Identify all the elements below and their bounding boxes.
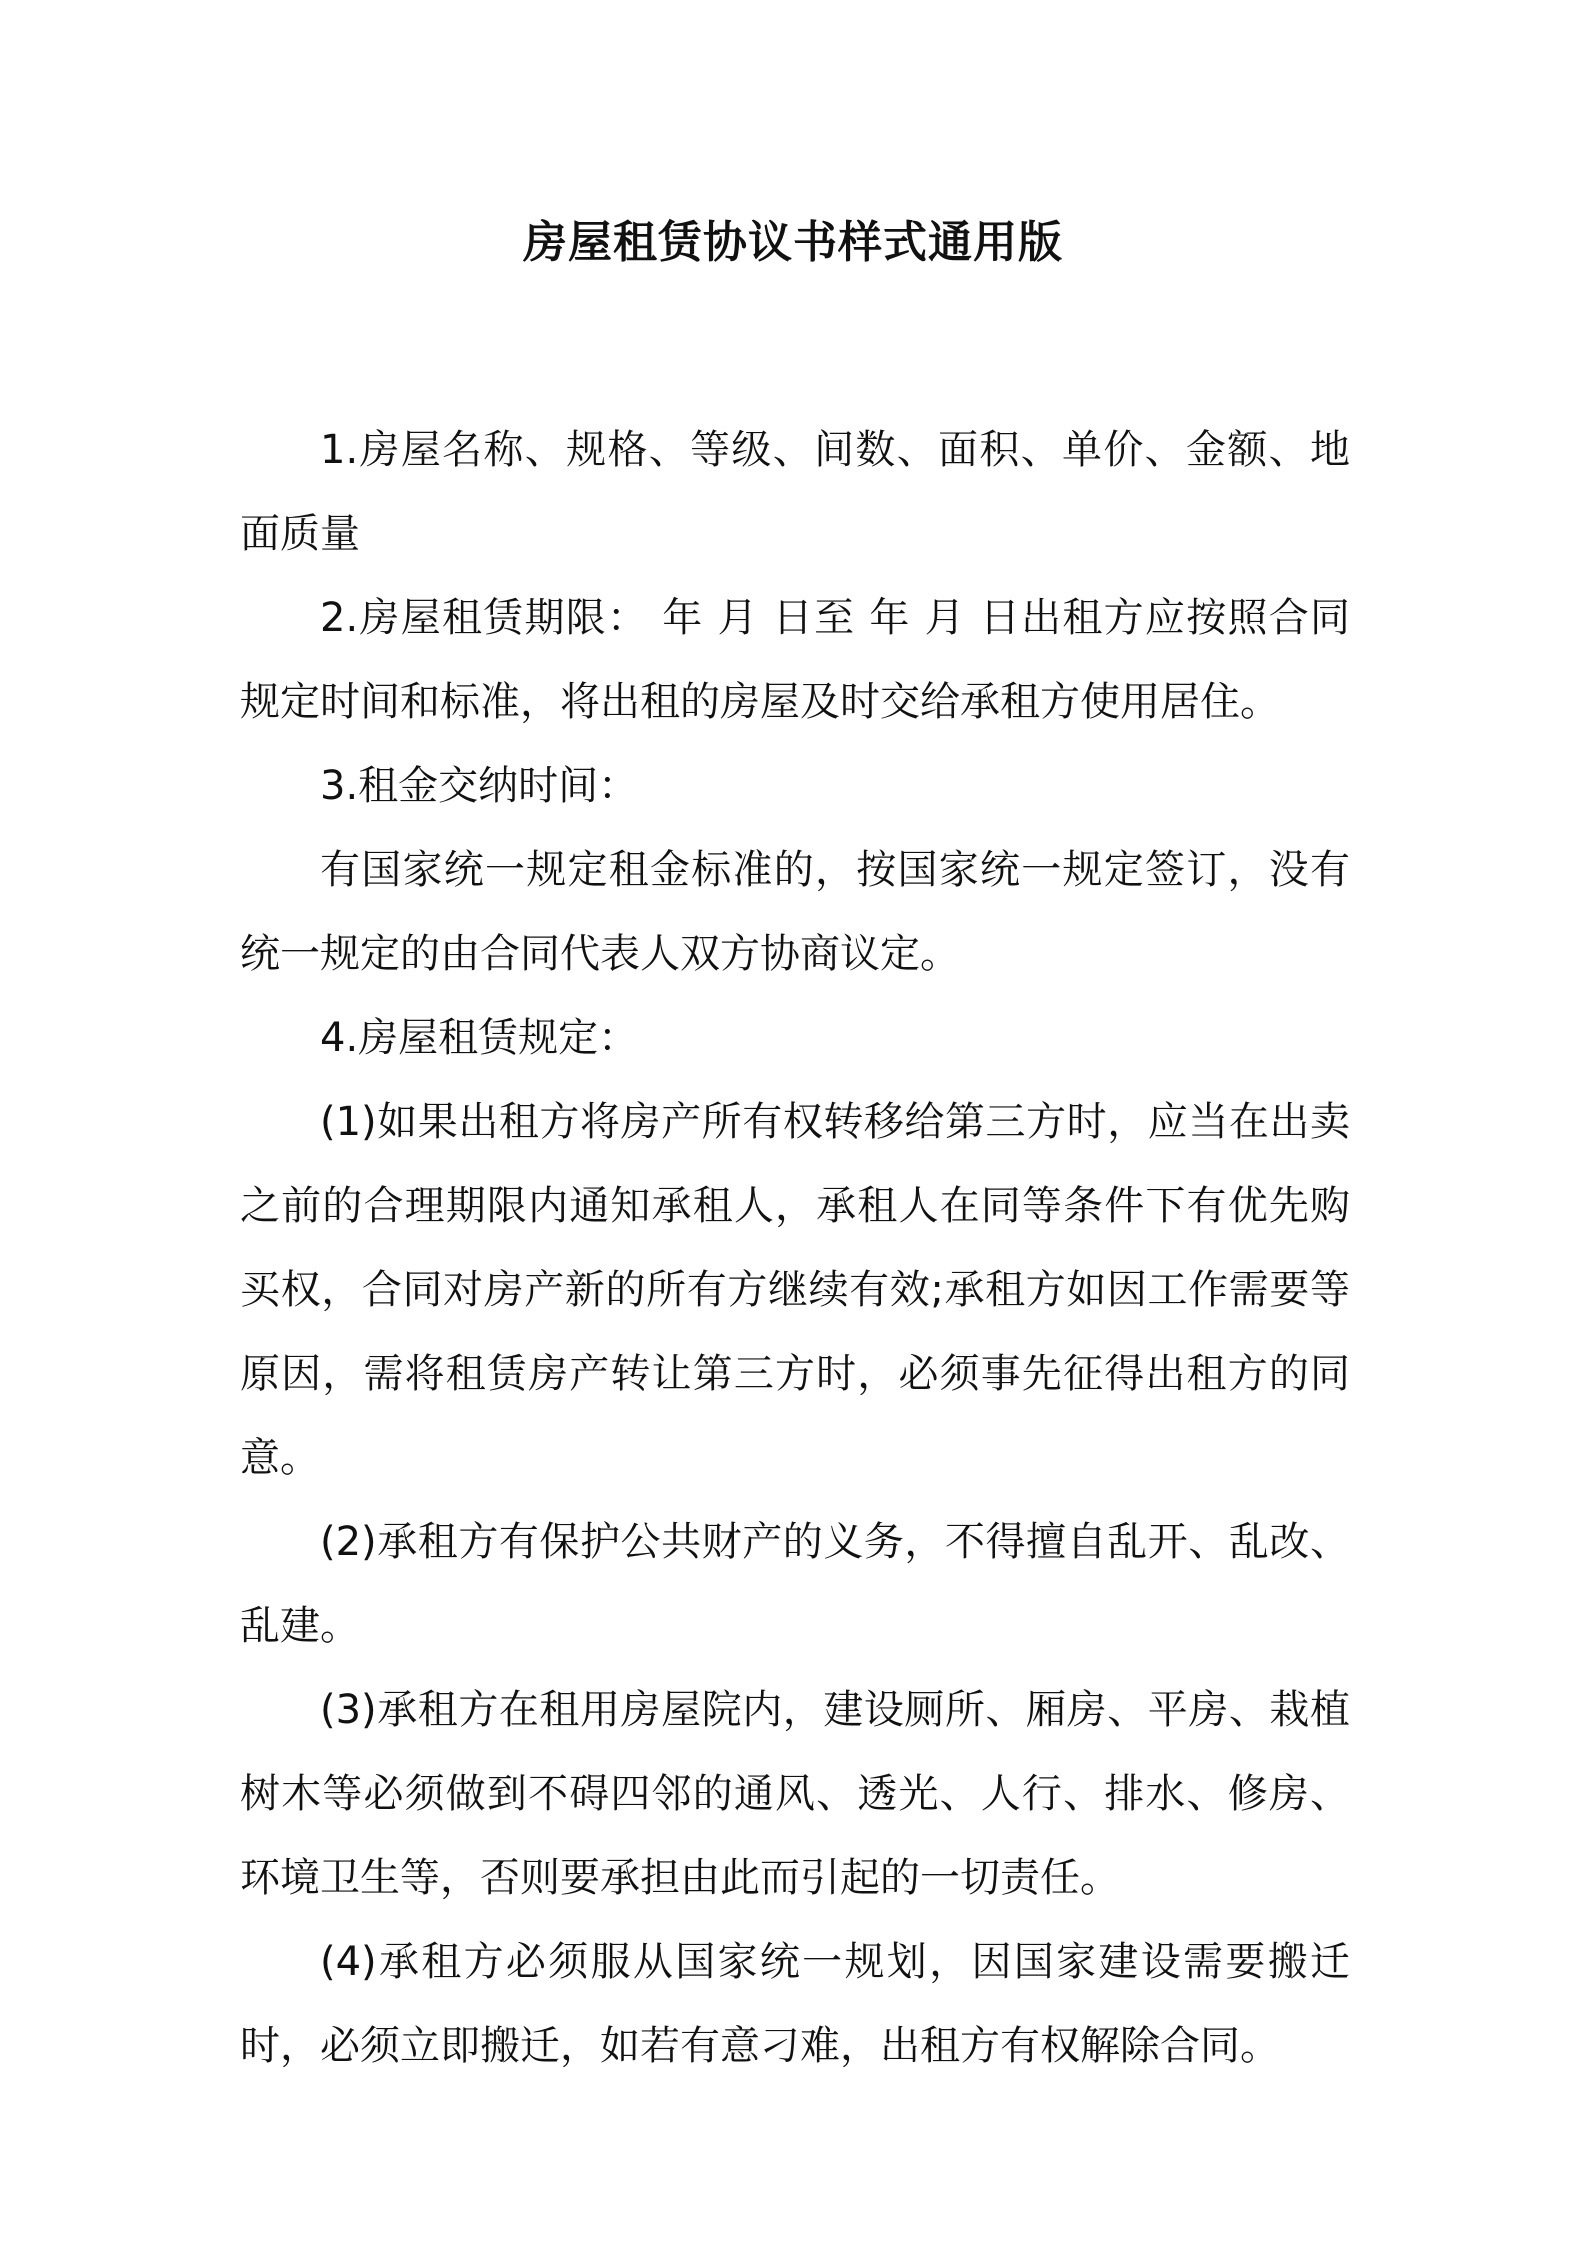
paragraph-rule-2-public-property: (2)承租方有保护公共财产的义务，不得擅自乱开、乱改、乱建。 [240, 1519, 1350, 1649]
document-body [240, 408, 1350, 2088]
paragraph-rule-4-relocation: (4)承租方必须服从国家统一规划，因国家建设需要搬迁时，必须立即搬迁，如若有意刁难，出租方有权解除合同。 [240, 1939, 1350, 2069]
document-title: 房屋租赁协议书样式通用版 [523, 217, 1063, 268]
paragraph-rule-1-ownership-transfer: (1)如果出租方将房产所有权转移给第三方时，应当在出卖之前的合理期限内通知承租人，承租人在同等条件下有优先购买权，合同对房产新的所有方继续有效;承租方如因工作需要等原因，需将租赁房产转让第三方时，必须事先征得出租方的同意。 [240, 1099, 1350, 1481]
paragraph-3-rent-payment-heading: 3.租金交纳时间： [320, 763, 639, 809]
paragraph-rent-standard: 有国家统一规定租金标准的，按国家统一规定签订，没有统一规定的由合同代表人双方协商议定。 [240, 847, 1350, 977]
paragraph-2-lease-term: 2.房屋租赁期限： 年 月 日至 年 月 日出租方应按照合同规定时间和标准，将出租的房屋及时交给承租方使用居住。 [240, 595, 1350, 725]
paragraph-4-lease-rules-heading: 4.房屋租赁规定： [320, 1015, 639, 1061]
paragraph-rule-3-construction: (3)承租方在租用房屋院内，建设厕所、厢房、平房、栽植树木等必须做到不碍四邻的通风、透光、人行、排水、修房、环境卫生等，否则要承担由此而引起的一切责任。 [240, 1687, 1350, 1901]
paragraph-1-house-details: 1.房屋名称、规格、等级、间数、面积、单价、金额、地面质量 [240, 427, 1350, 557]
